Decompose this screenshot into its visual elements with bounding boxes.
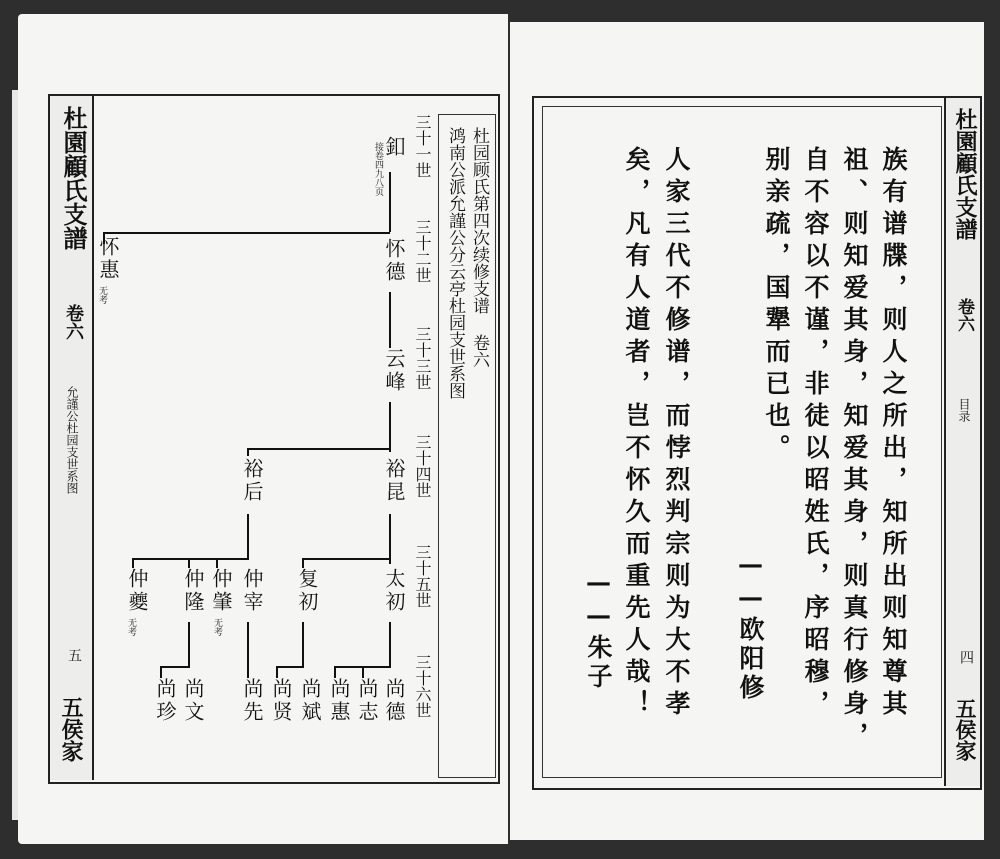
person-p35d: 仲肇 (209, 568, 233, 614)
person-p36a: 尚德 (382, 678, 406, 724)
tree-line (302, 558, 304, 568)
header-column (438, 114, 496, 778)
tree-line (247, 448, 249, 456)
person-p35c: 仲宰 (240, 568, 264, 614)
person-p35a: 太初 (382, 568, 406, 614)
generation-label: 三十一世 (413, 114, 432, 178)
quote1-author: ——欧阳修 (736, 550, 765, 703)
right-page (510, 22, 984, 840)
right-sidebar (944, 98, 980, 786)
generation-label: 三十六世 (413, 654, 432, 718)
sidebar-volume: 卷六 (954, 298, 974, 332)
person-p35e: 仲隆 (181, 568, 205, 614)
person-p36f: 尚先 (240, 678, 264, 724)
quote2-line: 矣，凡有人道者，岂不怀久而重先人哉！ (622, 146, 651, 722)
generation-label: 三十五世 (413, 544, 432, 608)
generation-label: 三十四世 (413, 434, 432, 498)
sidebar-title: 杜園顧氏支譜 (59, 106, 88, 250)
quote2-author: ——朱子 (584, 568, 613, 692)
tree-line (389, 514, 391, 564)
person-note: 无考 (212, 618, 222, 636)
person-p33: 云峰 (382, 348, 406, 394)
book-title: 杜园顾氏第四次续修支谱 卷六 (469, 127, 489, 368)
sidebar-volume: 卷六 (63, 304, 84, 340)
quote2-line: 人家三代不修谱，而悖烈判宗则为大不孝 (662, 146, 691, 722)
tree-line (389, 292, 391, 348)
branch-title: 鸿南公派允謹公分云亭杜园支世系图 (445, 127, 465, 399)
person-p35b: 复初 (295, 568, 319, 614)
sidebar-section: 允謹公杜园支世系图 (65, 386, 79, 494)
tree-line (362, 666, 364, 678)
quote1-line: 族有谱牒，则人之所出，知所出则知尊其 (879, 146, 908, 722)
sidebar-page-number: 五 (66, 648, 82, 662)
person-p36e: 尚贤 (269, 678, 293, 724)
tree-line (247, 622, 249, 678)
person-p36b: 尚志 (355, 678, 379, 724)
person-p34a: 裕昆 (382, 458, 406, 504)
person-p36d: 尚斌 (298, 678, 322, 724)
sidebar-page-number: 四 (958, 650, 974, 664)
tree-line (160, 666, 162, 678)
tree-line (247, 448, 390, 450)
sidebar-publisher: 五侯家 (58, 696, 84, 762)
tree-line (188, 558, 190, 568)
generation-label: 三十二世 (413, 219, 432, 283)
person-p31: 釦 (382, 136, 406, 159)
person-p32b: 怀惠 (96, 236, 120, 282)
quote1-line: 祖、则知爱其身，知爱其身，则真行修身， (840, 146, 869, 754)
tree-line (160, 666, 190, 668)
tree-line (188, 622, 190, 668)
tree-line (132, 558, 134, 568)
person-note: 接卷四九八页 (373, 142, 383, 196)
person-note: 无考 (126, 618, 136, 636)
quote1-line: 别亲疏，国犟而已也。 (762, 146, 791, 466)
person-p36c: 尚惠 (327, 678, 351, 724)
sidebar-title: 杜園顧氏支譜 (952, 108, 978, 240)
person-p36h: 尚珍 (153, 678, 177, 724)
tree-line (216, 558, 218, 568)
tree-line (334, 666, 336, 678)
tree-line (389, 172, 391, 232)
tree-line (302, 558, 390, 560)
tree-line (247, 514, 249, 560)
sidebar-section: 目录 (957, 398, 971, 422)
tree-line (276, 666, 278, 678)
tree-line (389, 622, 391, 668)
person-p34b: 裕后 (240, 458, 264, 504)
person-p35f: 仲夔 (125, 568, 149, 614)
tree-line (302, 622, 304, 668)
tree-line (103, 232, 390, 234)
person-p36g: 尚文 (181, 678, 205, 724)
person-p32a: 怀德 (382, 238, 406, 284)
tree-line (389, 402, 391, 452)
tree-line (276, 666, 304, 668)
left-page (18, 14, 508, 844)
tree-line (132, 558, 248, 560)
quote1-line: 自不容以不谨，非徒以昭姓氏，序昭穆， (801, 146, 830, 722)
generation-label: 三十三世 (413, 326, 432, 390)
person-note: 无考 (97, 286, 107, 304)
sidebar-publisher: 五侯家 (953, 698, 978, 761)
left-sidebar (50, 96, 94, 780)
